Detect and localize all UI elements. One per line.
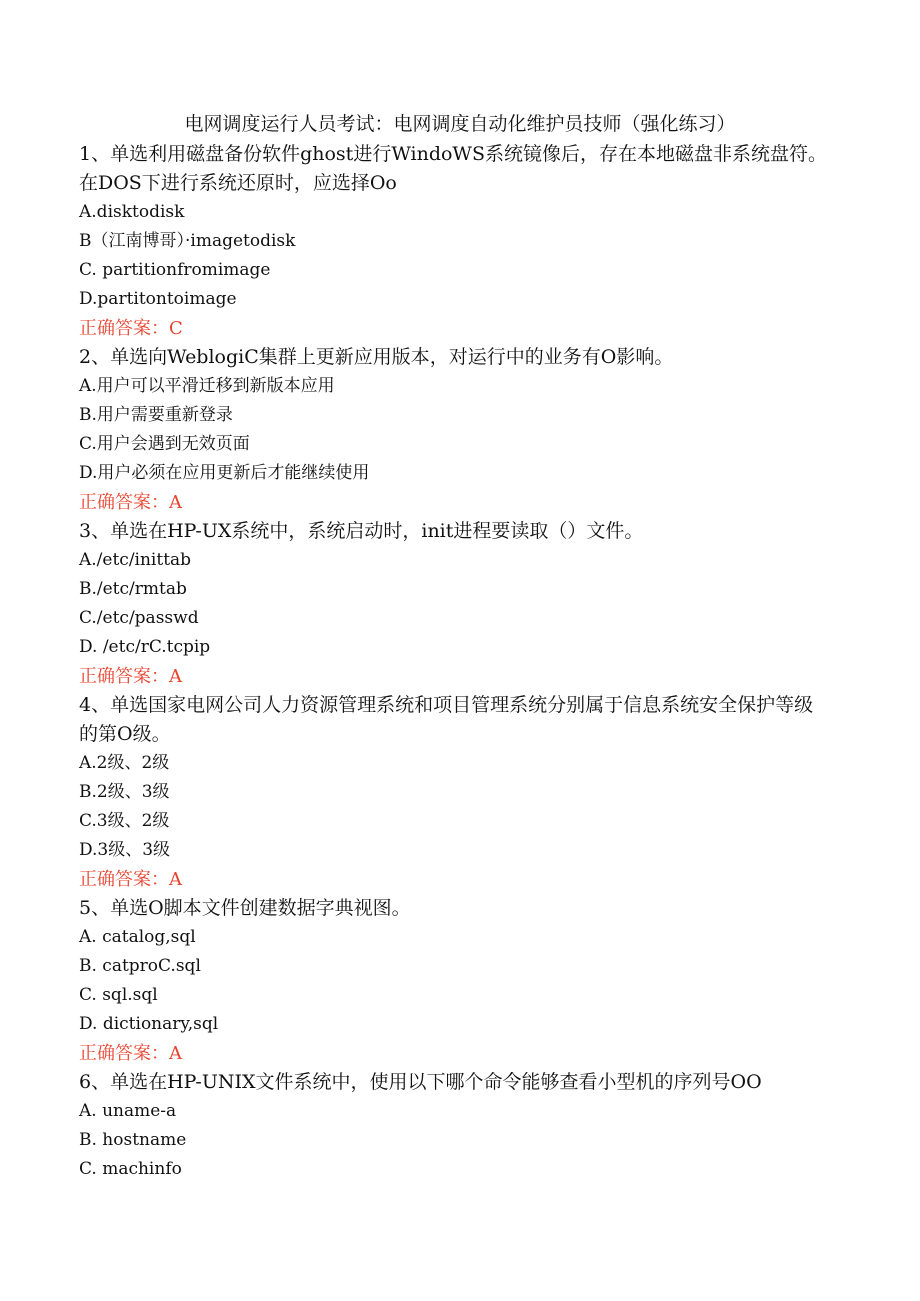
question-text: 6、单选在HP-UNIX文件系统中，使用以下哪个命令能够查看小型机的序列号OO (79, 1071, 762, 1093)
option-b: B（江南博哥）·imagetodisk (79, 231, 296, 251)
answer-label: 正确答案： (79, 318, 169, 339)
question-block (79, 1068, 839, 1184)
question-block (79, 691, 839, 894)
option-d: D.partitontoimage (79, 289, 237, 309)
question-block (79, 140, 839, 343)
answer-value: A (169, 1043, 182, 1064)
answer-label: 正确答案： (79, 1043, 169, 1064)
option-b: B./etc/rmtab (79, 579, 187, 599)
answer-value: A (169, 492, 182, 513)
option-a: A.用户可以平滑迁移到新版本应用 (79, 376, 335, 396)
option-c: C.3级、2级 (79, 811, 170, 831)
answer-label: 正确答案： (79, 492, 169, 513)
question-text: 5、单选O脚本文件创建数据字典视图。 (79, 897, 411, 919)
option-c: C. machinfo (79, 1159, 182, 1179)
option-d: D.3级、3级 (79, 840, 171, 860)
option-d: D.用户必须在应用更新后才能继续使用 (79, 463, 370, 483)
option-c: C. partitionfromimage (79, 260, 271, 280)
question-text: 3、单选在HP-UX系统中，系统启动时，init进程要读取（）文件。 (79, 520, 644, 542)
answer-label: 正确答案： (79, 666, 169, 687)
option-a: A.disktodisk (79, 202, 185, 222)
option-d: D. dictionary,sql (79, 1014, 219, 1034)
question-text: 2、单选向WeblogiC集群上更新应用版本，对运行中的业务有O影响。 (79, 346, 674, 368)
question-block (79, 894, 839, 1068)
answer-line (79, 865, 839, 894)
option-c: C.用户会遇到无效页面 (79, 434, 250, 454)
question-block (79, 343, 839, 517)
answer-label: 正确答案： (79, 869, 169, 890)
answer-value: A (169, 869, 182, 890)
question-block (79, 517, 839, 691)
answer-line (79, 1039, 839, 1068)
answer-value: C (169, 318, 183, 339)
option-a: A.2级、2级 (79, 753, 170, 773)
question-text: 1、单选利用磁盘备份软件ghost进行WindoWS系统镜像后，存在本地磁盘非系统盘符。在DOS下进行系统还原时，应选择Oo (79, 143, 827, 194)
option-b: B. catproC.sql (79, 956, 201, 976)
answer-line (79, 314, 839, 343)
option-a: A./etc/inittab (79, 550, 192, 570)
option-a: A. catalog,sql (79, 927, 196, 947)
option-c: C./etc/passwd (79, 608, 199, 628)
answer-line (79, 488, 839, 517)
option-d: D. /etc/rC.tcpip (79, 637, 211, 657)
answer-line (79, 662, 839, 691)
question-text: 4、单选国家电网公司人力资源管理系统和项目管理系统分别属于信息系统安全保护等级的第O级。 (79, 694, 814, 745)
option-b: B.2级、3级 (79, 782, 170, 802)
option-b: B. hostname (79, 1130, 187, 1150)
option-a: A. uname-a (79, 1101, 177, 1121)
question-list (79, 140, 839, 1184)
answer-value: A (169, 666, 182, 687)
option-c: C. sql.sql (79, 985, 158, 1005)
option-b: B.用户需要重新登录 (79, 405, 233, 425)
document-title: 电网调度运行人员考试：电网调度自动化维护员技师（强化练习） (184, 113, 736, 135)
